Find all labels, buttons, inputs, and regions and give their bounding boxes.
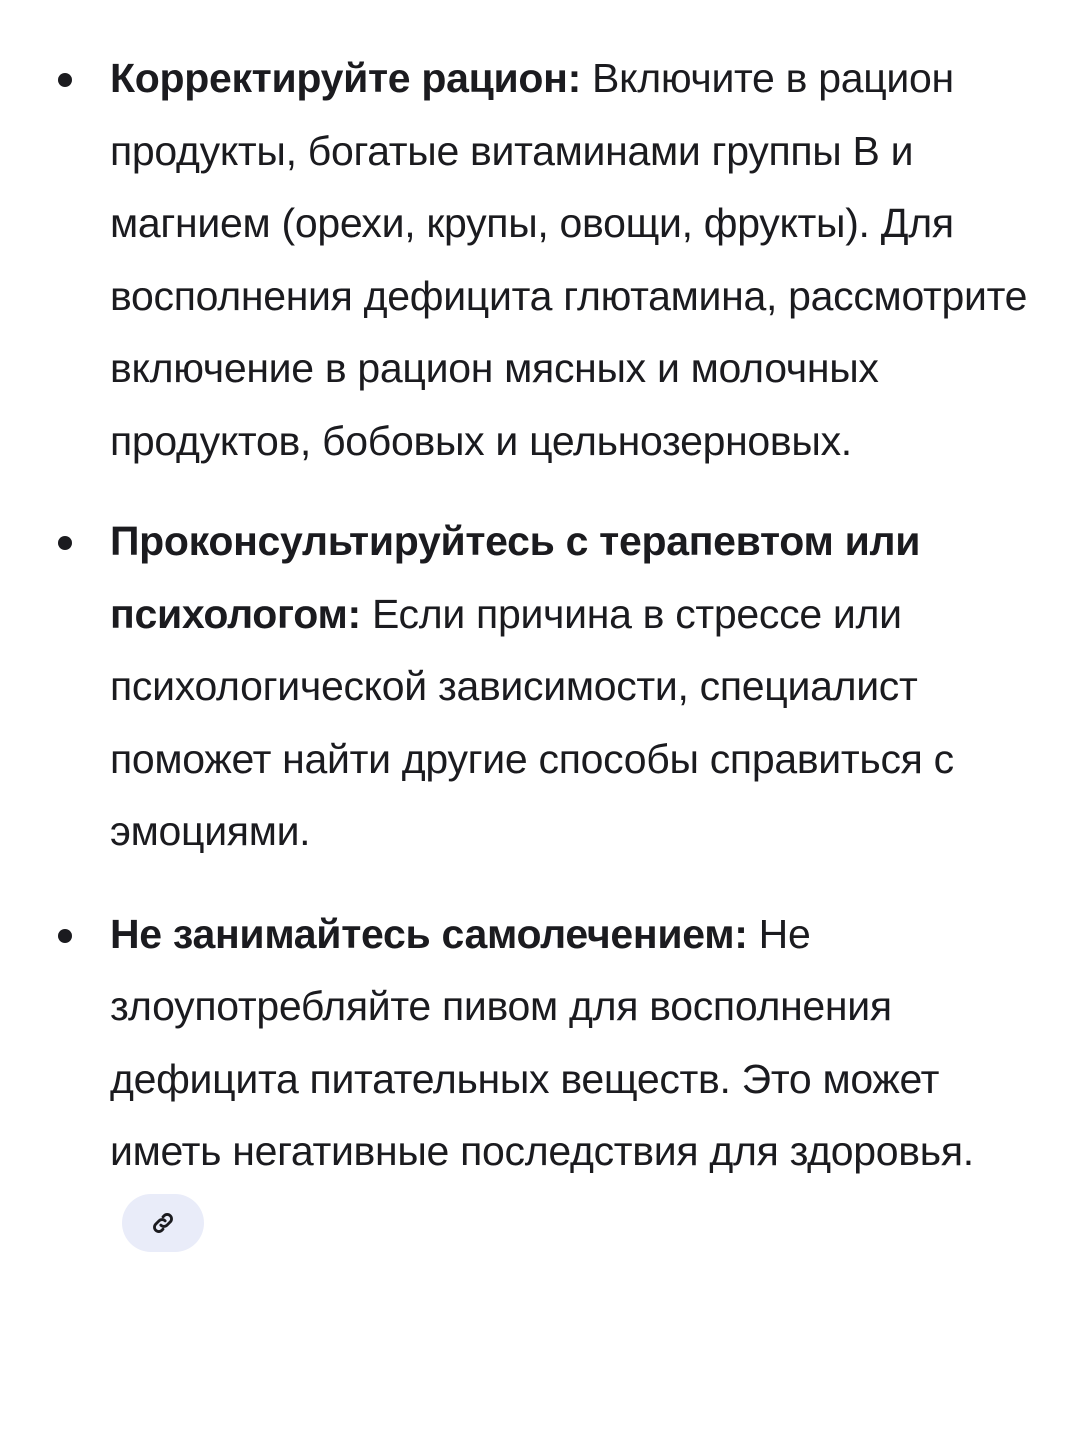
- item-text: Не злоупотребляйте пивом для восполнения дефицита питательных веществ. Это может иметь негативные последствия для здоровья.: [110, 910, 974, 1174]
- item-title: Корректируйте рацион:: [110, 55, 581, 101]
- item-title: Проконсультируйтесь с терапевтом или психологом:: [110, 518, 921, 637]
- bullet-icon: [58, 536, 72, 550]
- link-icon: [150, 1210, 176, 1236]
- bullet-icon: [58, 929, 72, 943]
- list-item: [0, 505, 1080, 868]
- source-link-button[interactable]: [122, 1194, 204, 1252]
- list-item: [0, 898, 1080, 1261]
- bullet-icon: [58, 73, 72, 87]
- item-text: Включите в рацион продукты, богатые витаминами группы B и магнием (орехи, крупы, овощи, фрукты). Для восполнения дефицита глютамина, рассмотрите включение в рацион мясных и молочных продуктов, бобовых и цельнозерновых.: [110, 55, 1028, 464]
- advice-list: [0, 42, 1080, 1288]
- item-title: Не занимайтесь самолечением:: [110, 910, 748, 957]
- item-text: Если причина в стрессе или психологической зависимости, специалист поможет найти другие способы справиться с эмоциями.: [110, 590, 954, 854]
- list-item: [0, 42, 1080, 477]
